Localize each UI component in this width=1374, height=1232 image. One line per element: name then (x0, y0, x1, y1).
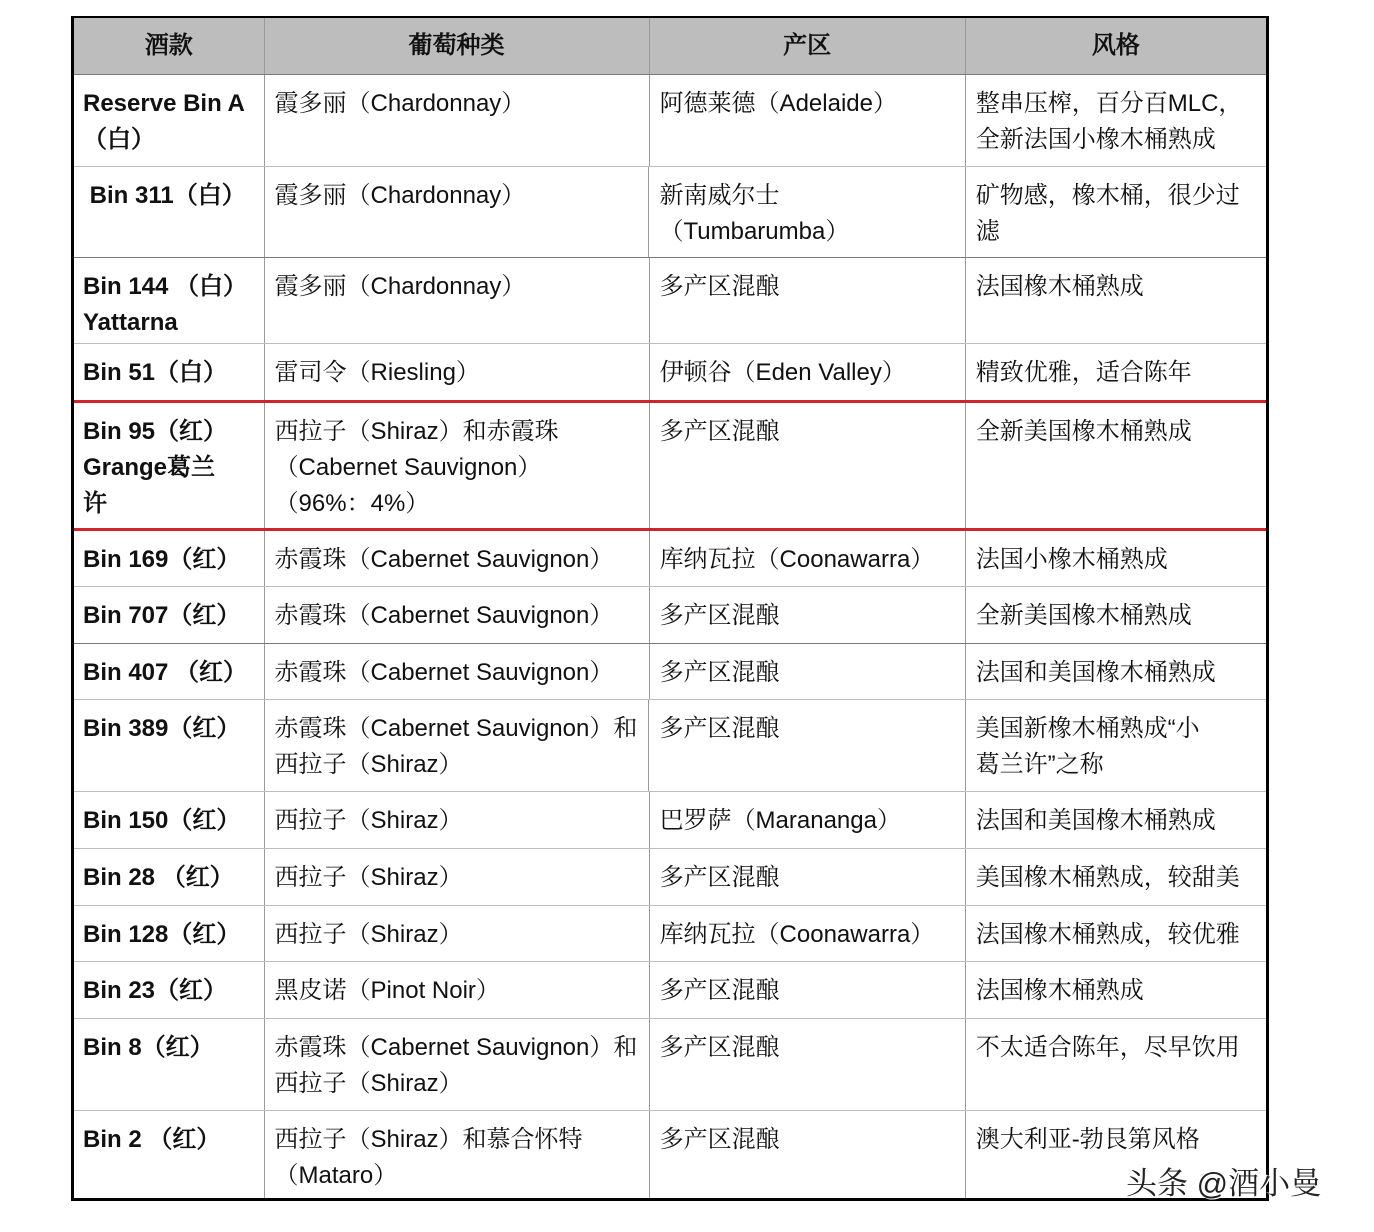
grape-variety: 西拉子（Shiraz）和赤霞珠（Cabernet Sauvignon）（96%：4%） (264, 403, 649, 528)
wine-name: Reserve Bin A（白） (83, 90, 245, 153)
region: 多产区混酿 (649, 849, 965, 905)
header-wine: 酒款 (144, 32, 193, 59)
region: 多产区混酿 (649, 258, 965, 343)
style: 精致优雅，适合陈年 (965, 344, 1266, 400)
region: 多产区混酿 (649, 962, 965, 1018)
wine-name: Bin 128（红） (83, 921, 241, 948)
grape-variety: 西拉子（Shiraz） (264, 906, 649, 961)
header-grape: 葡萄种类 (264, 18, 649, 74)
table-row (74, 343, 1266, 400)
table-row (74, 1110, 1266, 1198)
style: 全新美国橡木桶熟成 (965, 403, 1266, 528)
wine-name: Bin 8（红） (83, 1034, 214, 1061)
grape-variety: 赤霞珠（Cabernet Sauvignon） (264, 644, 649, 699)
style: 法国和美国橡木桶熟成 (965, 644, 1266, 699)
style: 全新美国橡木桶熟成 (965, 587, 1266, 643)
region: 新南威尔士（Tumbarumba） (648, 167, 964, 257)
wine-name: Bin 144 （白）Yattarna (83, 273, 236, 336)
style: 美国橡木桶熟成，较甜美 (965, 849, 1266, 905)
header-style: 风格 (965, 18, 1266, 74)
style: 澳大利亚-勃艮第风格 (965, 1111, 1266, 1198)
wine-name: Bin 389（红） (83, 715, 241, 742)
table-row (74, 1018, 1266, 1110)
wine-name: Bin 311（白） (83, 182, 246, 209)
style: 法国小橡木桶熟成 (965, 531, 1266, 586)
grape-variety: 黑皮诺（Pinot Noir） (264, 962, 649, 1018)
table-row (74, 848, 1266, 905)
wine-name: Bin 2 （红） (83, 1126, 221, 1153)
wine-name: Bin 28 （红） (83, 864, 234, 891)
region: 巴罗萨（Marananga） (649, 792, 965, 848)
region: 库纳瓦拉（Coonawarra） (649, 531, 965, 586)
grape-variety: 西拉子（Shiraz） (264, 849, 649, 905)
grape-variety: 霞多丽（Chardonnay） (264, 75, 649, 166)
grape-variety: 西拉子（Shiraz）和慕合怀特（Mataro） (264, 1111, 649, 1198)
grape-variety: 霞多丽（Chardonnay） (264, 258, 649, 343)
wine-name: Bin 169（红） (83, 546, 241, 573)
wine-name: Bin 23（红） (83, 977, 228, 1004)
style: 矿物感，橡木桶，很少过滤 (965, 167, 1266, 257)
wine-name: Bin 407 （红） (83, 659, 248, 686)
grape-variety: 赤霞珠（Cabernet Sauvignon）和西拉子（Shiraz） (264, 1019, 649, 1110)
grape-variety: 赤霞珠（Cabernet Sauvignon） (264, 587, 649, 643)
table-row (74, 791, 1266, 848)
region: 多产区混酿 (649, 587, 965, 643)
grape-variety: 赤霞珠（Cabernet Sauvignon）和西拉子（Shiraz） (264, 700, 649, 791)
wine-name: Bin 95（红）Grange葛兰许 (83, 418, 228, 517)
table-row (74, 961, 1266, 1018)
table-row-grange (74, 400, 1266, 528)
wine-name: Bin 150（红） (83, 807, 241, 834)
table-row (74, 586, 1266, 643)
watermark: 头条 @酒小曼 (1126, 1166, 1322, 1201)
table-row (74, 643, 1266, 699)
style: 法国橡木桶熟成 (965, 962, 1266, 1018)
style: 不太适合陈年，尽早饮用 (965, 1019, 1266, 1110)
style: 整串压榨，百分百MLC，全新法国小橡木桶熟成 (965, 75, 1266, 166)
region: 多产区混酿 (649, 1111, 965, 1198)
style: 美国新橡木桶熟成“小葛兰许”之称 (965, 700, 1266, 791)
header-region: 产区 (649, 18, 965, 74)
table-row (74, 257, 1266, 343)
region: 阿德莱德（Adelaide） (649, 75, 965, 166)
region: 多产区混酿 (649, 1019, 965, 1110)
style: 法国橡木桶熟成，较优雅 (965, 906, 1266, 961)
table-header-row (74, 18, 1266, 74)
region: 多产区混酿 (649, 644, 965, 699)
style: 法国橡木桶熟成 (965, 258, 1266, 343)
penfolds-bin-table (71, 16, 1269, 1201)
region: 多产区混酿 (648, 700, 964, 791)
table-row (74, 74, 1266, 166)
region: 伊顿谷（Eden Valley） (649, 344, 965, 400)
wine-name: Bin 707（红） (83, 602, 241, 629)
grape-variety: 赤霞珠（Cabernet Sauvignon） (264, 531, 649, 586)
grape-variety: 雷司令（Riesling） (264, 344, 649, 400)
table-row (74, 905, 1266, 961)
region: 库纳瓦拉（Coonawarra） (649, 906, 965, 961)
wine-name: Bin 51（白） (83, 359, 228, 386)
grape-variety: 霞多丽（Chardonnay） (264, 167, 649, 257)
table-row (74, 166, 1266, 257)
region: 多产区混酿 (649, 403, 965, 528)
table-row (74, 699, 1266, 791)
table-row (74, 528, 1266, 586)
style: 法国和美国橡木桶熟成 (965, 792, 1266, 848)
grape-variety: 西拉子（Shiraz） (264, 792, 649, 848)
